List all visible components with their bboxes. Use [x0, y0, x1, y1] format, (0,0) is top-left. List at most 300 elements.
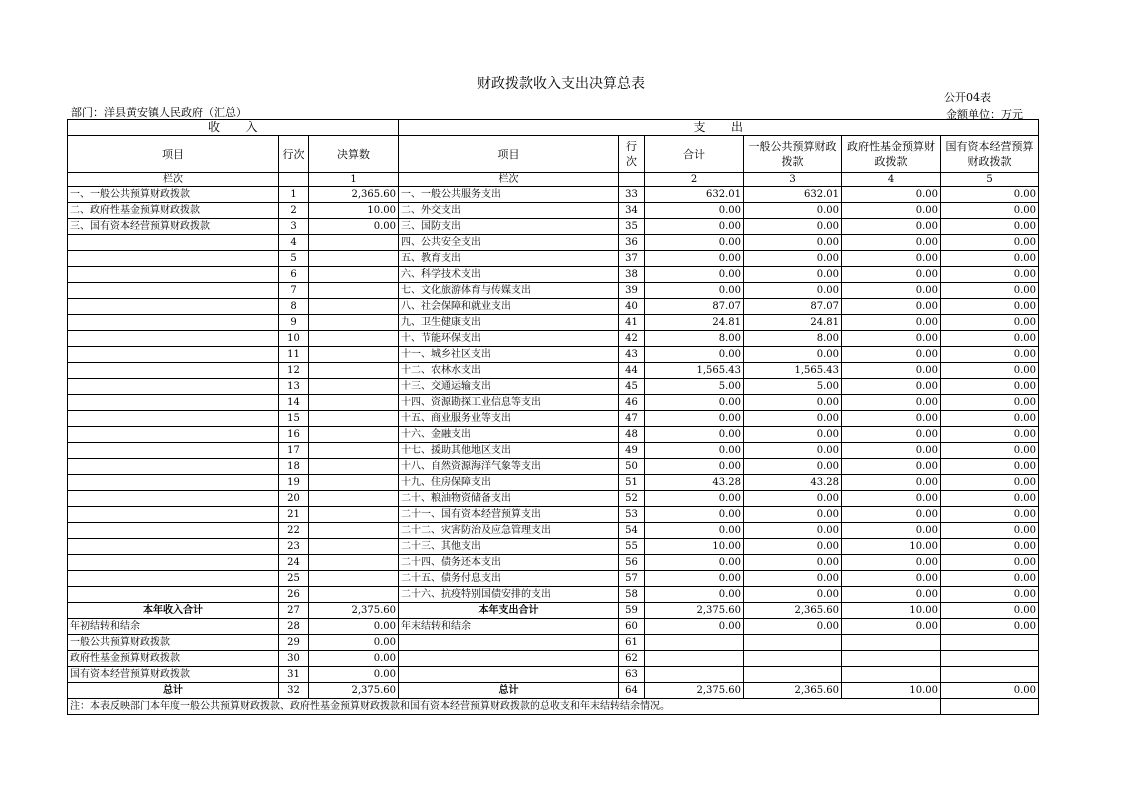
gov-fund-amount: 0.00 — [842, 555, 941, 571]
state-capital-amount: 0.00 — [941, 363, 1039, 379]
expense-item: 二、外交支出 — [399, 203, 619, 219]
expense-line: 40 — [619, 299, 645, 315]
total-amount: 0.00 — [645, 507, 744, 523]
income-item — [68, 507, 279, 523]
total-amount: 0.00 — [645, 619, 744, 635]
total-amount — [645, 651, 744, 667]
income-line: 12 — [279, 363, 309, 379]
gov-fund-amount — [842, 667, 941, 683]
table-row — [68, 443, 1039, 459]
expense-item: 十七、援助其他地区支出 — [399, 443, 619, 459]
income-amount — [309, 331, 399, 347]
state-capital-amount: 0.00 — [941, 283, 1039, 299]
general-budget-amount: 0.00 — [744, 283, 842, 299]
gov-fund-amount: 0.00 — [842, 267, 941, 283]
general-budget-amount: 0.00 — [744, 619, 842, 635]
income-amount — [309, 523, 399, 539]
page-title: 财政拨款收入支出决算总表 — [477, 76, 645, 92]
table-row — [68, 475, 1039, 491]
income-item: 二、政府性基金预算财政拨款 — [68, 203, 279, 219]
total-amount: 43.28 — [645, 475, 744, 491]
expense-line: 33 — [619, 187, 645, 203]
table-row — [68, 315, 1039, 331]
income-amount: 0.00 — [309, 651, 399, 667]
expense-item: 本年支出合计 — [399, 603, 619, 619]
expense-line: 63 — [619, 667, 645, 683]
state-capital-amount: 0.00 — [941, 491, 1039, 507]
expense-line: 61 — [619, 635, 645, 651]
expense-item — [399, 635, 619, 651]
total-amount: 0.00 — [645, 411, 744, 427]
income-amount — [309, 507, 399, 523]
general-budget-amount: 632.01 — [744, 187, 842, 203]
table-row — [68, 187, 1039, 203]
expense-item: 十一、城乡社区支出 — [399, 347, 619, 363]
income-amount — [309, 315, 399, 331]
income-line: 22 — [279, 523, 309, 539]
state-capital-amount: 0.00 — [941, 427, 1039, 443]
income-line: 3 — [279, 219, 309, 235]
state-capital-amount: 0.00 — [941, 587, 1039, 603]
income-item — [68, 571, 279, 587]
total-amount: 2,375.60 — [645, 683, 744, 699]
total-amount: 0.00 — [645, 267, 744, 283]
expense-item: 十三、交通运输支出 — [399, 379, 619, 395]
table-row — [68, 571, 1039, 587]
expense-line: 57 — [619, 571, 645, 587]
unit-label: 金额单位：万元 — [946, 108, 1023, 121]
expense-line: 64 — [619, 683, 645, 699]
table-row — [68, 395, 1039, 411]
income-line: 29 — [279, 635, 309, 651]
general-budget-amount: 0.00 — [744, 219, 842, 235]
income-item — [68, 299, 279, 315]
column-index-row — [68, 173, 1039, 187]
expense-line: 35 — [619, 219, 645, 235]
general-budget-amount: 1,565.43 — [744, 363, 842, 379]
total-amount — [645, 635, 744, 651]
state-capital-amount: 0.00 — [941, 395, 1039, 411]
gov-fund-amount: 0.00 — [842, 587, 941, 603]
total-amount: 0.00 — [645, 347, 744, 363]
income-line: 16 — [279, 427, 309, 443]
income-item — [68, 555, 279, 571]
income-amount — [309, 251, 399, 267]
total-amount — [645, 667, 744, 683]
income-amount — [309, 443, 399, 459]
gov-fund-amount: 0.00 — [842, 395, 941, 411]
state-capital-amount: 0.00 — [941, 187, 1039, 203]
state-capital-amount: 0.00 — [941, 555, 1039, 571]
expense-line: 58 — [619, 587, 645, 603]
income-line: 27 — [279, 603, 309, 619]
income-line: 4 — [279, 235, 309, 251]
expense-line: 47 — [619, 411, 645, 427]
expense-item: 三、国防支出 — [399, 219, 619, 235]
total-amount: 0.00 — [645, 427, 744, 443]
expense-line: 36 — [619, 235, 645, 251]
general-budget-amount: 0.00 — [744, 459, 842, 475]
income-item: 政府性基金预算财政拨款 — [68, 651, 279, 667]
general-budget-amount: 24.81 — [744, 315, 842, 331]
gov-fund-amount: 0.00 — [842, 251, 941, 267]
total-amount: 0.00 — [645, 283, 744, 299]
expense-item: 二十、粮油物资储备支出 — [399, 491, 619, 507]
table-row — [68, 507, 1039, 523]
income-item — [68, 587, 279, 603]
general-budget-amount: 0.00 — [744, 395, 842, 411]
col-index-5: 5 — [941, 173, 1039, 187]
gov-fund-amount — [842, 635, 941, 651]
income-item — [68, 267, 279, 283]
gov-fund-amount: 0.00 — [842, 427, 941, 443]
gov-fund-amount: 0.00 — [842, 203, 941, 219]
total-amount: 0.00 — [645, 459, 744, 475]
carry-row — [68, 651, 1039, 667]
expense-item: 二十五、债务付息支出 — [399, 571, 619, 587]
income-amount — [309, 555, 399, 571]
state-capital-amount: 0.00 — [941, 267, 1039, 283]
expense-line: 50 — [619, 459, 645, 475]
table-row — [68, 539, 1039, 555]
income-item — [68, 539, 279, 555]
income-item — [68, 235, 279, 251]
general-budget-amount: 2,365.60 — [744, 603, 842, 619]
income-item — [68, 427, 279, 443]
state-capital-amount: 0.00 — [941, 523, 1039, 539]
expense-item: 总计 — [399, 683, 619, 699]
income-line: 15 — [279, 411, 309, 427]
general-budget-amount: 43.28 — [744, 475, 842, 491]
gov-fund-amount: 0.00 — [842, 219, 941, 235]
income-amount: 0.00 — [309, 619, 399, 635]
general-budget-amount: 0.00 — [744, 267, 842, 283]
income-line: 5 — [279, 251, 309, 267]
expense-line: 37 — [619, 251, 645, 267]
state-capital-amount: 0.00 — [941, 203, 1039, 219]
table-row — [68, 331, 1039, 347]
income-line: 23 — [279, 539, 309, 555]
income-line: 19 — [279, 475, 309, 491]
expense-line: 62 — [619, 651, 645, 667]
gov-fund-amount: 0.00 — [842, 299, 941, 315]
general-budget-amount: 0.00 — [744, 347, 842, 363]
general-budget-amount — [744, 667, 842, 683]
income-item — [68, 363, 279, 379]
gov-fund-amount: 0.00 — [842, 283, 941, 299]
table-row — [68, 587, 1039, 603]
table-row — [68, 523, 1039, 539]
state-capital-amount: 0.00 — [941, 475, 1039, 491]
income-item — [68, 251, 279, 267]
expense-line: 39 — [619, 283, 645, 299]
general-budget-amount: 0.00 — [744, 203, 842, 219]
total-amount: 2,375.60 — [645, 603, 744, 619]
income-line: 21 — [279, 507, 309, 523]
state-capital-amount — [941, 667, 1039, 683]
income-amount — [309, 587, 399, 603]
gov-fund-amount: 0.00 — [842, 347, 941, 363]
income-item — [68, 475, 279, 491]
total-amount: 0.00 — [645, 491, 744, 507]
income-line: 18 — [279, 459, 309, 475]
expense-line: 44 — [619, 363, 645, 379]
table-note: 注：本表反映部门本年度一般公共预算财政拨款、政府性基金预算财政拨款和国有资本经营预算财政拨款的总收支和年末结转结余情况。 — [68, 699, 941, 715]
state-capital-amount: 0.00 — [941, 459, 1039, 475]
note-row — [68, 699, 1039, 715]
total-amount: 0.00 — [645, 395, 744, 411]
state-capital-amount: 0.00 — [941, 347, 1039, 363]
expense-item: 十五、商业服务业等支出 — [399, 411, 619, 427]
general-budget-amount — [744, 635, 842, 651]
general-budget-amount — [744, 651, 842, 667]
general-budget-amount: 0.00 — [744, 427, 842, 443]
col-index-1: 1 — [309, 173, 399, 187]
income-header: 收 入 — [68, 120, 399, 136]
income-item — [68, 443, 279, 459]
income-amount — [309, 363, 399, 379]
total-amount: 5.00 — [645, 379, 744, 395]
expense-line: 38 — [619, 267, 645, 283]
state-capital-amount: 0.00 — [941, 315, 1039, 331]
general-budget-amount: 8.00 — [744, 331, 842, 347]
total-amount: 0.00 — [645, 235, 744, 251]
carry-row — [68, 619, 1039, 635]
expense-line: 45 — [619, 379, 645, 395]
income-line: 32 — [279, 683, 309, 699]
state-capital-amount — [941, 635, 1039, 651]
col-index-4: 4 — [842, 173, 941, 187]
table-row — [68, 251, 1039, 267]
general-budget-amount: 0.00 — [744, 411, 842, 427]
expense-line: 43 — [619, 347, 645, 363]
general-budget-amount: 0.00 — [744, 523, 842, 539]
budget-table — [67, 119, 1039, 715]
income-amount — [309, 395, 399, 411]
gov-fund-amount: 0.00 — [842, 443, 941, 459]
carry-row — [68, 667, 1039, 683]
income-amount: 2,375.60 — [309, 683, 399, 699]
income-amount: 2,375.60 — [309, 603, 399, 619]
total-amount: 0.00 — [645, 523, 744, 539]
expense-item: 二十三、其他支出 — [399, 539, 619, 555]
income-item: 国有资本经营预算财政拨款 — [68, 667, 279, 683]
carry-row — [68, 635, 1039, 651]
expense-item: 五、教育支出 — [399, 251, 619, 267]
income-amount — [309, 459, 399, 475]
expense-line: 53 — [619, 507, 645, 523]
gov-fund-amount: 0.00 — [842, 507, 941, 523]
gov-fund-amount: 0.00 — [842, 363, 941, 379]
income-item: 一、一般公共预算财政拨款 — [68, 187, 279, 203]
income-amount: 0.00 — [309, 219, 399, 235]
gov-fund-amount: 0.00 — [842, 475, 941, 491]
income-amount — [309, 491, 399, 507]
income-amount — [309, 347, 399, 363]
income-item — [68, 331, 279, 347]
state-capital-amount: 0.00 — [941, 235, 1039, 251]
department-label: 部门：洋县黄安镇人民政府（汇总） — [71, 106, 247, 119]
expense-item: 二十四、债务还本支出 — [399, 555, 619, 571]
total-amount: 0.00 — [645, 443, 744, 459]
income-item: 总计 — [68, 683, 279, 699]
state-capital-amount: 0.00 — [941, 251, 1039, 267]
expense-item-header: 项目 — [399, 136, 619, 173]
income-item: 一般公共预算财政拨款 — [68, 635, 279, 651]
col-label-expense: 栏次 — [399, 173, 619, 187]
expense-header: 支 出 — [399, 120, 1039, 136]
income-line-header: 行次 — [279, 136, 309, 173]
state-capital-header: 国有资本经营预算财政拨款 — [941, 136, 1039, 173]
total-amount: 0.00 — [645, 251, 744, 267]
expense-item — [399, 667, 619, 683]
income-item — [68, 395, 279, 411]
table-row — [68, 459, 1039, 475]
expense-item: 十九、住房保障支出 — [399, 475, 619, 491]
table-row — [68, 491, 1039, 507]
income-item — [68, 283, 279, 299]
total-amount: 0.00 — [645, 587, 744, 603]
expense-line: 59 — [619, 603, 645, 619]
gov-fund-header: 政府性基金预算财政拨款 — [842, 136, 941, 173]
income-line: 25 — [279, 571, 309, 587]
income-line: 8 — [279, 299, 309, 315]
table-row — [68, 283, 1039, 299]
table-row — [68, 299, 1039, 315]
income-amount — [309, 427, 399, 443]
general-budget-amount: 0.00 — [744, 539, 842, 555]
state-capital-amount: 0.00 — [941, 219, 1039, 235]
expense-line: 51 — [619, 475, 645, 491]
col-index-2: 2 — [645, 173, 744, 187]
gov-fund-amount: 0.00 — [842, 187, 941, 203]
gov-fund-amount: 0.00 — [842, 619, 941, 635]
total-amount: 8.00 — [645, 331, 744, 347]
income-line: 6 — [279, 267, 309, 283]
income-amount: 2,365.60 — [309, 187, 399, 203]
gov-fund-amount: 0.00 — [842, 379, 941, 395]
income-item: 本年收入合计 — [68, 603, 279, 619]
expense-item: 六、科学技术支出 — [399, 267, 619, 283]
general-budget-amount: 0.00 — [744, 491, 842, 507]
general-budget-amount: 0.00 — [744, 235, 842, 251]
income-line: 10 — [279, 331, 309, 347]
income-line: 24 — [279, 555, 309, 571]
expense-line: 34 — [619, 203, 645, 219]
total-amount: 0.00 — [645, 571, 744, 587]
table-row — [68, 235, 1039, 251]
income-item — [68, 347, 279, 363]
state-capital-amount: 0.00 — [941, 619, 1039, 635]
expense-line-header: 行次 — [619, 136, 645, 173]
income-item-header: 项目 — [68, 136, 279, 173]
general-budget-amount: 0.00 — [744, 571, 842, 587]
col-index-3: 3 — [744, 173, 842, 187]
income-amount — [309, 379, 399, 395]
income-amount: 10.00 — [309, 203, 399, 219]
expense-item: 四、公共安全支出 — [399, 235, 619, 251]
income-line: 17 — [279, 443, 309, 459]
expense-item: 八、社会保障和就业支出 — [399, 299, 619, 315]
total-amount: 0.00 — [645, 555, 744, 571]
general-budget-amount: 87.07 — [744, 299, 842, 315]
general-budget-amount: 0.00 — [744, 555, 842, 571]
total-amount: 0.00 — [645, 219, 744, 235]
total-amount: 1,565.43 — [645, 363, 744, 379]
total-amount: 10.00 — [645, 539, 744, 555]
state-capital-amount: 0.00 — [941, 603, 1039, 619]
expense-line: 46 — [619, 395, 645, 411]
income-amount — [309, 475, 399, 491]
income-item — [68, 491, 279, 507]
table-row — [68, 379, 1039, 395]
form-code: 公开04表 — [944, 91, 991, 104]
general-budget-amount: 5.00 — [744, 379, 842, 395]
expense-line: 56 — [619, 555, 645, 571]
general-budget-amount: 0.00 — [744, 251, 842, 267]
total-amount: 24.81 — [645, 315, 744, 331]
gov-fund-amount — [842, 651, 941, 667]
gov-fund-amount: 0.00 — [842, 459, 941, 475]
income-item — [68, 411, 279, 427]
expense-line: 48 — [619, 427, 645, 443]
gov-fund-amount: 0.00 — [842, 331, 941, 347]
income-item: 年初结转和结余 — [68, 619, 279, 635]
total-amount: 0.00 — [645, 203, 744, 219]
expense-item: 二十六、抗疫特别国债安排的支出 — [399, 587, 619, 603]
income-item: 三、国有资本经营预算财政拨款 — [68, 219, 279, 235]
expense-line: 49 — [619, 443, 645, 459]
expense-line: 52 — [619, 491, 645, 507]
income-amount — [309, 283, 399, 299]
expense-item: 七、文化旅游体育与传媒支出 — [399, 283, 619, 299]
state-capital-amount — [941, 651, 1039, 667]
income-line: 20 — [279, 491, 309, 507]
income-line: 31 — [279, 667, 309, 683]
expense-item: 年末结转和结余 — [399, 619, 619, 635]
income-line: 7 — [279, 283, 309, 299]
state-capital-amount: 0.00 — [941, 443, 1039, 459]
income-item — [68, 459, 279, 475]
expense-item: 十二、农林水支出 — [399, 363, 619, 379]
gov-fund-amount: 0.00 — [842, 235, 941, 251]
expense-line: 55 — [619, 539, 645, 555]
table-row — [68, 411, 1039, 427]
income-item — [68, 379, 279, 395]
expense-item: 九、卫生健康支出 — [399, 315, 619, 331]
income-line: 1 — [279, 187, 309, 203]
income-line: 13 — [279, 379, 309, 395]
expense-line: 42 — [619, 331, 645, 347]
gov-fund-amount: 0.00 — [842, 491, 941, 507]
income-amount — [309, 539, 399, 555]
income-line: 14 — [279, 395, 309, 411]
income-line: 9 — [279, 315, 309, 331]
gov-fund-amount: 0.00 — [842, 411, 941, 427]
state-capital-amount: 0.00 — [941, 411, 1039, 427]
state-capital-amount: 0.00 — [941, 379, 1039, 395]
income-item — [68, 523, 279, 539]
expense-item: 十六、金融支出 — [399, 427, 619, 443]
income-item — [68, 315, 279, 331]
expense-item: 十八、自然资源海洋气象等支出 — [399, 459, 619, 475]
income-amount — [309, 411, 399, 427]
general-budget-amount: 0.00 — [744, 587, 842, 603]
gov-fund-amount: 0.00 — [842, 315, 941, 331]
total-amount: 87.07 — [645, 299, 744, 315]
state-capital-amount: 0.00 — [941, 571, 1039, 587]
table-row — [68, 267, 1039, 283]
